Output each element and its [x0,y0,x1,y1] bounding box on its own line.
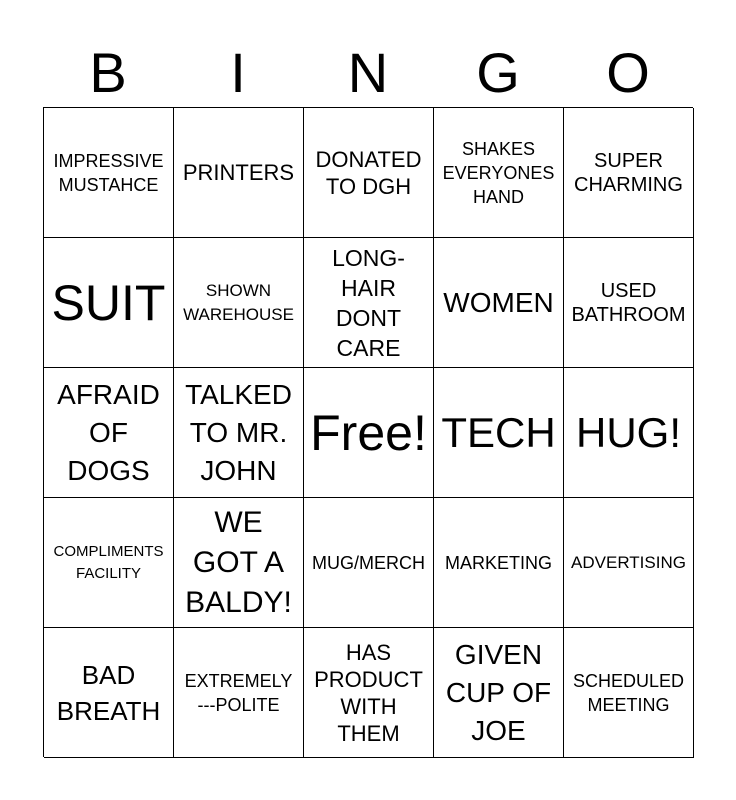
cell-text: USED BATHROOM [571,279,686,326]
bingo-cell-r2-c0[interactable] [44,368,174,498]
header-letter-b: B [89,41,127,104]
bingo-cell-r4-c0[interactable] [44,628,174,758]
header-letter-g: G [476,41,520,104]
header-letter-n: N [347,41,389,104]
bingo-cell-r4-c3[interactable] [434,628,564,758]
bingo-cell-r3-c1[interactable] [174,498,304,628]
cell-text: BAD BREATH [56,659,161,726]
header-letter-o: O [606,41,650,104]
bingo-cell-r3-c4[interactable] [564,498,694,628]
bingo-header [43,38,693,108]
cell-text: EXTREMELY ---POLITE [184,670,293,715]
header-letter-i: I [230,41,246,104]
cell-text: SHAKES EVERYONES HAND [442,138,555,207]
cell-text: AFRAID OF DOGS [57,378,160,486]
cell-text: COMPLIMENTS FACILITY [53,542,164,582]
bingo-cell-r0-c0[interactable] [44,108,174,238]
cell-text: WOMEN [443,286,554,318]
cell-text: TECH [441,408,556,456]
free-space-text: Free! [310,404,427,461]
bingo-cell-r0-c1[interactable] [174,108,304,238]
cell-text: LONG- HAIR DONT CARE [332,244,405,361]
bingo-cell-r3-c2[interactable] [304,498,434,628]
cell-text: SUPER CHARMING [574,149,683,196]
bingo-cell-r1-c3[interactable] [434,238,564,368]
bingo-cell-r0-c4[interactable] [564,108,694,238]
cell-text: SHOWN WAREHOUSE [183,280,294,324]
cell-text: DONATED TO DGH [315,146,422,199]
bingo-cell-r4-c2[interactable] [304,628,434,758]
bingo-cell-r0-c3[interactable] [434,108,564,238]
bingo-cell-r1-c4[interactable] [564,238,694,368]
cell-text: ADVERTISING [571,552,686,572]
cell-text: GIVEN CUP OF JOE [445,638,552,746]
cell-text: SCHEDULED MEETING [572,670,685,715]
bingo-cell-r4-c4[interactable] [564,628,694,758]
bingo-cell-r4-c1[interactable] [174,628,304,758]
cell-text: PRINTERS [182,160,295,185]
bingo-grid [43,107,693,757]
bingo-cell-r3-c0[interactable] [44,498,174,628]
cell-text: HUG! [576,408,681,456]
cell-text: HAS PRODUCT WITH THEM [314,639,423,746]
bingo-cell-free[interactable] [304,368,434,498]
cell-text: SUIT [51,274,166,331]
cell-text: IMPRESSIVE MUSTAHCE [53,150,164,195]
bingo-cell-r1-c2[interactable] [304,238,434,368]
bingo-cell-r3-c3[interactable] [434,498,564,628]
bingo-cell-r2-c1[interactable] [174,368,304,498]
bingo-cell-r2-c3[interactable] [434,368,564,498]
cell-text: WE GOT A BALDY! [185,505,292,619]
cell-text: MARKETING [444,552,552,573]
bingo-cell-r1-c0[interactable] [44,238,174,368]
cell-text: MUG/MERCH [312,552,425,573]
bingo-cell-r2-c4[interactable] [564,368,694,498]
bingo-cell-r1-c1[interactable] [174,238,304,368]
cell-text: TALKED TO MR. JOHN [185,378,292,486]
bingo-cell-r0-c2[interactable] [304,108,434,238]
